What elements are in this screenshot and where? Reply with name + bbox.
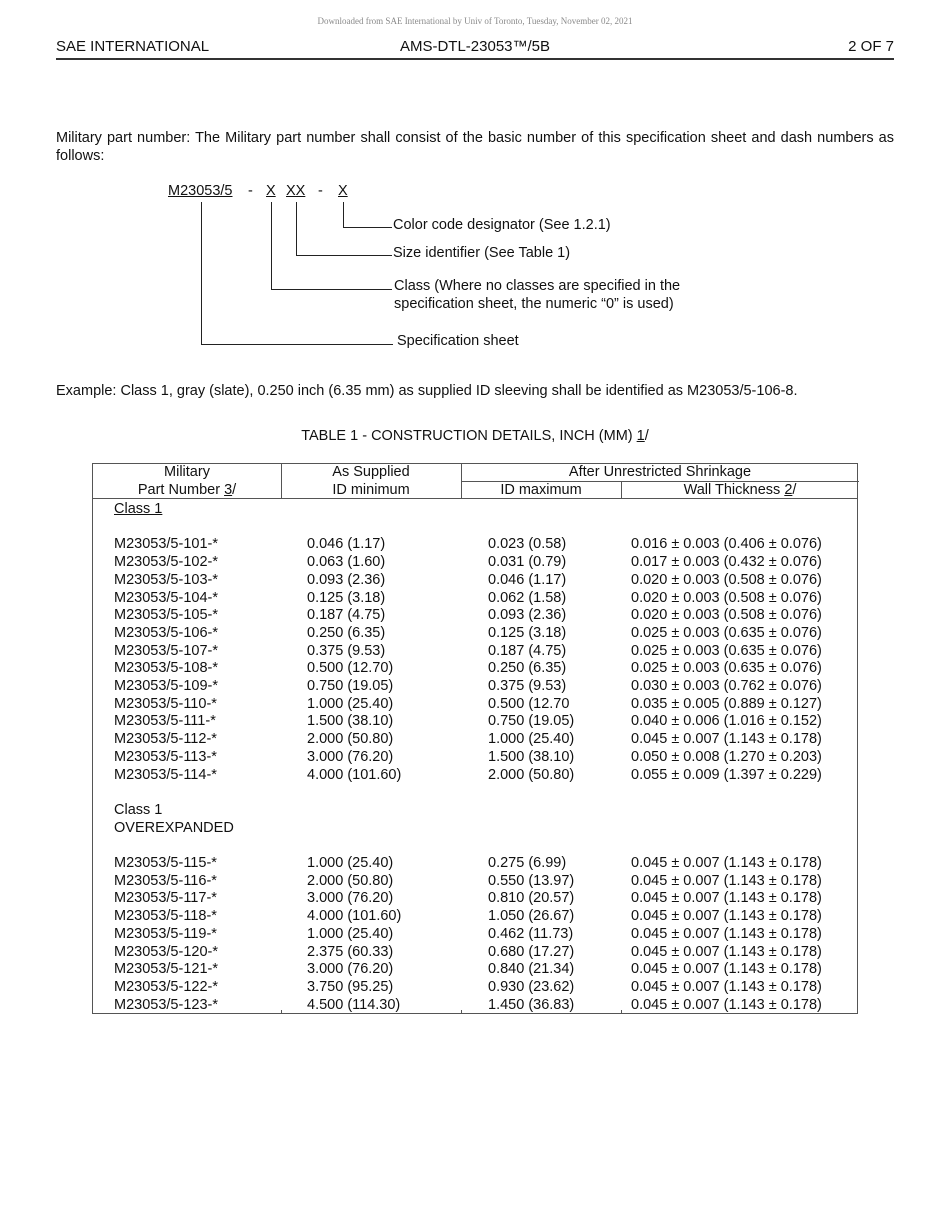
wall-thickness-cell: 0.050 ± 0.008 (1.270 ± 0.203)	[631, 748, 822, 765]
part-number-cell: M23053/5-111-*	[114, 713, 216, 730]
id-minimum-cell: 1.000 (25.40)	[307, 695, 394, 712]
header-as-supplied-line1: As Supplied	[332, 464, 410, 480]
table-row	[93, 979, 857, 997]
id-minimum-cell: 0.093 (2.36)	[307, 571, 386, 588]
label-size-identifier: Size identifier (See Table 1)	[393, 245, 571, 261]
page-number: 2 OF 7	[848, 38, 894, 55]
label-color-code: Color code designator (See 1.2.1)	[393, 217, 611, 233]
table-row	[93, 944, 857, 962]
table-row	[93, 554, 857, 572]
header-divider	[56, 58, 894, 60]
table-row	[93, 572, 857, 590]
leader-size-vertical	[296, 202, 297, 256]
header-wall-thickness-text: Wall Thickness	[683, 482, 785, 498]
table-row	[93, 767, 857, 785]
table-title-text: TABLE 1 - CONSTRUCTION DETAILS, INCH (MM)	[301, 428, 637, 444]
table-row	[93, 678, 857, 696]
id-minimum-cell: 0.375 (9.53)	[307, 642, 386, 659]
part-number-cell: M23053/5-102-*	[114, 554, 218, 571]
id-maximum-cell: 0.031 (0.79)	[488, 554, 567, 571]
id-minimum-cell: 0.125 (3.18)	[307, 589, 386, 606]
id-maximum-cell: 0.187 (4.75)	[488, 642, 567, 659]
table-header	[92, 463, 858, 499]
part-number-cell: M23053/5-110-*	[114, 695, 217, 712]
id-minimum-cell: 0.750 (19.05)	[307, 678, 394, 694]
wall-thickness-cell: 0.045 ± 0.007 (1.143 ± 0.178)	[631, 908, 822, 925]
id-maximum-cell: 1.500 (38.10)	[488, 748, 575, 765]
leader-class-vertical	[271, 202, 272, 290]
table-row	[93, 890, 857, 908]
id-maximum-cell: 0.462 (11.73)	[488, 925, 574, 942]
wall-thickness-cell: 0.045 ± 0.007 (1.143 ± 0.178)	[631, 890, 822, 907]
table-row	[93, 855, 857, 873]
part-number-cell: M23053/5-103-*	[114, 571, 218, 588]
id-maximum-cell: 0.125 (3.18)	[488, 624, 567, 641]
id-maximum-cell: 0.930 (23.62)	[488, 978, 575, 995]
id-minimum-cell: 1.000 (25.40)	[307, 855, 394, 871]
leader-size-horizontal	[296, 255, 392, 256]
id-minimum-cell: 0.046 (1.17)	[307, 536, 386, 553]
part-number-cell: M23053/5-116-*	[114, 872, 217, 889]
diagram-dash-2: -	[318, 183, 323, 199]
diagram-size-code: XX	[286, 183, 306, 199]
wall-thickness-cell: 0.017 ± 0.003 (0.432 ± 0.076)	[631, 554, 822, 571]
table-row	[93, 997, 857, 1015]
wall-thickness-cell: 0.025 ± 0.003 (0.635 ± 0.076)	[631, 660, 822, 677]
part-number-cell: M23053/5-123-*	[114, 996, 218, 1013]
id-minimum-cell: 0.063 (1.60)	[307, 554, 386, 571]
id-minimum-cell: 1.500 (38.10)	[307, 713, 394, 730]
wall-thickness-cell: 0.035 ± 0.005 (0.889 ± 0.127)	[631, 695, 822, 712]
leader-spec-horizontal	[201, 344, 393, 345]
label-class-line2: specification sheet, the numeric “0” is used)	[394, 296, 674, 312]
table-row	[93, 961, 857, 979]
part-number-cell: M23053/5-117-*	[114, 890, 217, 907]
table-row	[93, 590, 857, 608]
table-title-slash: /	[644, 428, 649, 444]
id-maximum-cell: 0.046 (1.17)	[488, 571, 567, 588]
part-number-cell: M23053/5-120-*	[114, 943, 218, 960]
header-shrinkage-group: After Unrestricted Shrinkage	[568, 464, 752, 480]
id-maximum-cell: 2.000 (50.80)	[488, 766, 575, 783]
part-number-diagram	[0, 182, 950, 352]
table-body	[92, 499, 858, 1014]
table-row	[93, 643, 857, 661]
id-minimum-cell: 3.000 (76.20)	[307, 961, 394, 978]
part-number-cell: M23053/5-112-*	[114, 731, 217, 748]
id-minimum-cell: 4.500 (114.30)	[307, 996, 401, 1013]
part-number-cell: M23053/5-119-*	[114, 925, 217, 942]
page-header	[56, 38, 894, 58]
intro-paragraph: Military part number: The Military part number shall consist of the basic number of this specification sheet and dash numbers as follows:	[56, 130, 894, 164]
label-class-line1: Class (Where no classes are specified in the	[394, 278, 681, 294]
header-part-number-line1: Military	[164, 464, 210, 480]
id-minimum-cell: 1.000 (25.40)	[307, 925, 394, 942]
wall-thickness-cell: 0.025 ± 0.003 (0.635 ± 0.076)	[631, 642, 822, 659]
header-as-supplied-line2: ID minimum	[332, 482, 410, 498]
wall-thickness-cell: 0.020 ± 0.003 (0.508 ± 0.076)	[631, 589, 822, 606]
header-id-maximum: ID maximum	[500, 482, 582, 498]
table-row	[93, 873, 857, 891]
wall-thickness-cell: 0.016 ± 0.003 (0.406 ± 0.076)	[631, 536, 822, 553]
id-maximum-cell: 0.680 (17.27)	[488, 943, 575, 960]
example-paragraph: Example: Class 1, gray (slate), 0.250 inch (6.35 mm) as supplied ID sleeving shall be identified as M23053/5-106-8.	[56, 383, 798, 399]
wall-thickness-cell: 0.020 ± 0.003 (0.508 ± 0.076)	[631, 571, 822, 588]
id-maximum-cell: 0.750 (19.05)	[488, 713, 575, 730]
part-number-cell: M23053/5-109-*	[114, 678, 218, 694]
id-maximum-cell: 0.093 (2.36)	[488, 607, 567, 624]
leader-spec-vertical	[201, 202, 202, 345]
part-number-cell: M23053/5-104-*	[114, 589, 218, 606]
wall-thickness-cell: 0.020 ± 0.003 (0.508 ± 0.076)	[631, 607, 822, 624]
leader-color-horizontal	[343, 227, 392, 228]
table-title	[0, 428, 950, 444]
leader-class-horizontal	[271, 289, 392, 290]
id-minimum-cell: 3.750 (95.25)	[307, 978, 394, 995]
wall-thickness-cell: 0.040 ± 0.006 (1.016 ± 0.152)	[631, 713, 822, 730]
header-wall-thickness: Wall Thickness 2/	[683, 482, 797, 498]
document-id: AMS-DTL-23053™/5B	[399, 38, 551, 55]
id-maximum-cell: 1.000 (25.40)	[488, 731, 575, 748]
id-minimum-cell: 4.000 (101.60)	[307, 908, 402, 925]
publisher-name: SAE INTERNATIONAL	[56, 38, 210, 55]
part-number-cell: M23053/5-108-*	[114, 660, 218, 677]
header-part-number-text: Part Number	[137, 482, 225, 498]
id-maximum-cell: 1.450 (36.83)	[488, 996, 575, 1013]
leader-color-vertical	[343, 202, 344, 228]
id-maximum-cell: 0.250 (6.35)	[488, 660, 567, 677]
part-number-cell: M23053/5-107-*	[114, 642, 218, 659]
wall-thickness-cell: 0.045 ± 0.007 (1.143 ± 0.178)	[631, 996, 822, 1013]
header-wall-thickness-note: 2	[784, 482, 793, 498]
part-number-cell: M23053/5-113-*	[114, 748, 217, 765]
diagram-class-code: X	[266, 183, 276, 199]
id-minimum-cell: 3.000 (76.20)	[307, 890, 394, 907]
table-row	[93, 696, 857, 714]
table-row	[93, 713, 857, 731]
table-row	[93, 926, 857, 944]
id-maximum-cell: 0.500 (12.70	[488, 695, 570, 712]
id-maximum-cell: 0.023 (0.58)	[488, 536, 567, 553]
section-label-line1: Class 1	[114, 801, 163, 818]
diagram-dash-1: -	[248, 183, 253, 199]
construction-details-table	[92, 463, 858, 1014]
header-part-number-note: 3	[224, 482, 233, 498]
part-number-cell: M23053/5-115-*	[114, 855, 217, 871]
table-row	[93, 660, 857, 678]
id-maximum-cell: 0.550 (13.97)	[488, 872, 575, 889]
part-number-cell: M23053/5-101-*	[114, 536, 218, 553]
part-number-cell: M23053/5-118-*	[114, 908, 217, 925]
id-minimum-cell: 2.000 (50.80)	[307, 731, 394, 748]
table-row	[93, 625, 857, 643]
table-row	[93, 607, 857, 625]
label-spec-sheet: Specification sheet	[397, 333, 519, 349]
id-maximum-cell: 1.050 (26.67)	[488, 908, 575, 925]
diagram-color-code: X	[338, 183, 348, 199]
wall-thickness-cell: 0.045 ± 0.007 (1.143 ± 0.178)	[631, 961, 822, 978]
part-number-cell: M23053/5-114-*	[114, 766, 217, 783]
id-maximum-cell: 0.375 (9.53)	[488, 678, 567, 694]
wall-thickness-cell: 0.055 ± 0.009 (1.397 ± 0.229)	[631, 766, 822, 783]
download-watermark: Downloaded from SAE International by Univ of Toronto, Tuesday, November 02, 2021	[317, 16, 633, 26]
diagram-base: M23053/5	[168, 183, 233, 199]
id-minimum-cell: 4.000 (101.60)	[307, 766, 402, 783]
wall-thickness-cell: 0.045 ± 0.007 (1.143 ± 0.178)	[631, 731, 822, 748]
id-minimum-cell: 0.250 (6.35)	[307, 624, 386, 641]
id-minimum-cell: 0.500 (12.70)	[307, 660, 394, 677]
header-part-number-line2: Part Number 3/	[137, 482, 237, 498]
wall-thickness-cell: 0.045 ± 0.007 (1.143 ± 0.178)	[631, 943, 822, 960]
table-row	[93, 908, 857, 926]
id-minimum-cell: 3.000 (76.20)	[307, 748, 394, 765]
wall-thickness-cell: 0.045 ± 0.007 (1.143 ± 0.178)	[631, 978, 822, 995]
wall-thickness-cell: 0.045 ± 0.007 (1.143 ± 0.178)	[631, 925, 822, 942]
section-label-line1: Class 1	[114, 501, 163, 517]
id-maximum-cell: 0.840 (21.34)	[488, 961, 575, 978]
wall-thickness-cell: 0.030 ± 0.003 (0.762 ± 0.076)	[631, 678, 822, 694]
id-minimum-cell: 0.187 (4.75)	[307, 607, 386, 624]
id-minimum-cell: 2.000 (50.80)	[307, 872, 394, 889]
wall-thickness-cell: 0.045 ± 0.007 (1.143 ± 0.178)	[631, 872, 822, 889]
part-number-cell: M23053/5-105-*	[114, 607, 218, 624]
table-row	[93, 749, 857, 767]
table-row	[93, 731, 857, 749]
id-maximum-cell: 0.275 (6.99)	[488, 855, 567, 871]
part-number-cell: M23053/5-121-*	[114, 961, 218, 978]
id-maximum-cell: 0.810 (20.57)	[488, 890, 575, 907]
id-maximum-cell: 0.062 (1.58)	[488, 589, 567, 606]
wall-thickness-cell: 0.025 ± 0.003 (0.635 ± 0.076)	[631, 624, 822, 641]
id-minimum-cell: 2.375 (60.33)	[307, 943, 394, 960]
section-label-line2: OVEREXPANDED	[114, 819, 234, 836]
wall-thickness-cell: 0.045 ± 0.007 (1.143 ± 0.178)	[631, 855, 822, 871]
table-title-note: 1	[636, 428, 645, 444]
part-number-cell: M23053/5-122-*	[114, 978, 218, 995]
table-row	[93, 536, 857, 554]
part-number-cell: M23053/5-106-*	[114, 624, 218, 641]
